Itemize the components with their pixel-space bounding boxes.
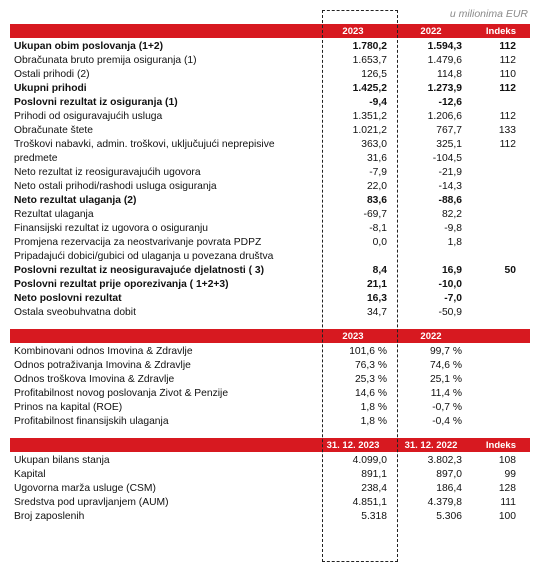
table-row (10, 305, 530, 319)
row-label: Sredstva pod upravljanjem (AUM) (14, 496, 169, 508)
value-2023: 25,3 % (354, 373, 387, 385)
table-row (10, 372, 530, 386)
row-label: Pripadajući dobici/gubici od ulaganja u povezana društva (14, 250, 274, 262)
header-year-2022: 2022 (420, 330, 442, 342)
value-2022: -14,3 (438, 180, 462, 192)
header-index: Indeks (485, 25, 516, 37)
value-2023: 891,1 (361, 468, 387, 480)
table-row (10, 67, 530, 81)
header-date-2022: 31. 12. 2022 (404, 439, 458, 451)
row-label: Ukupan bilans stanja (14, 454, 110, 466)
value-2023: 1.351,2 (352, 110, 387, 122)
value-2022: 897,0 (436, 468, 462, 480)
row-label: predmete (14, 152, 58, 164)
value-2022: 1.479,6 (427, 54, 462, 66)
row-label: Kapital (14, 468, 46, 480)
value-2023: 83,6 (366, 194, 387, 206)
row-label: Obračunate štete (14, 124, 93, 136)
value-2022: -7,0 (444, 292, 462, 304)
value-2022: 25,1 % (429, 373, 462, 385)
table-row (10, 509, 530, 523)
value-index: 112 (499, 54, 516, 66)
section3-rows (10, 453, 530, 523)
table-row (10, 291, 530, 305)
row-label: Neto ostali prihodi/rashodi usluga osiguranja (14, 180, 217, 192)
value-2022: -21,9 (438, 166, 462, 178)
row-label: Ugovorna marža usluge (CSM) (14, 482, 156, 494)
value-2023: 363,0 (361, 138, 387, 150)
value-2022: -12,6 (438, 96, 462, 108)
table-row (10, 151, 530, 165)
value-2022: 3.802,3 (427, 454, 462, 466)
value-2022: 1.594,3 (427, 40, 462, 52)
value-2023: 0,0 (372, 236, 387, 248)
table-row (10, 81, 530, 95)
value-2022: 1,8 (447, 236, 462, 248)
value-2023: -7,9 (369, 166, 387, 178)
value-2022: 767,7 (436, 124, 462, 136)
section1-header (10, 24, 530, 39)
table-row (10, 235, 530, 249)
value-2023: 34,7 (366, 306, 387, 318)
value-2023: 31,6 (366, 152, 387, 164)
value-index: 133 (498, 124, 516, 136)
value-2022: 74,6 % (429, 359, 462, 371)
table-row (10, 165, 530, 179)
table-row (10, 123, 530, 137)
table-row (10, 277, 530, 291)
value-2023: 5.318 (361, 510, 387, 522)
row-label: Neto poslovni rezultat (14, 292, 122, 304)
value-2023: -69,7 (363, 208, 387, 220)
value-index: 50 (504, 264, 516, 276)
value-2023: 238,4 (361, 482, 387, 494)
value-2022: 11,4 % (430, 387, 462, 399)
header-year-2023: 2023 (342, 25, 364, 37)
value-2022: 114,8 (436, 68, 462, 80)
row-label: Profitabilnost novog poslovanja Život & Penzije (14, 387, 229, 399)
table-row (10, 386, 530, 400)
row-label: Promjena rezervacija za neostvarivanje povrata PDPZ (14, 236, 262, 248)
section2-rows (10, 344, 530, 428)
row-label: Finansijski rezultat iz ugovora o osiguranju (14, 222, 209, 234)
value-index: 100 (498, 510, 516, 522)
financial-table (10, 24, 530, 523)
value-2023: -8,1 (369, 222, 387, 234)
row-label: Troškovi nabavki, admin. troškovi, uključujući neprepisive (14, 138, 275, 150)
value-2022: 4.379,8 (427, 496, 462, 508)
value-2022: 5.306 (436, 510, 462, 522)
value-2022: -88,6 (438, 194, 462, 206)
header-year-2022: 2022 (420, 25, 442, 37)
value-index: 110 (499, 68, 516, 80)
table-row (10, 400, 530, 414)
table-row (10, 137, 530, 151)
value-2023: 22,0 (366, 180, 387, 192)
row-label: Odnos troškova Imovina & Zdravlje (14, 373, 175, 385)
table-row (10, 179, 530, 193)
table-row (10, 53, 530, 67)
value-2022: -0,7 % (432, 401, 462, 413)
value-2023: 21,1 (366, 278, 387, 290)
row-label: Obračunata bruto premija osiguranja (1) (14, 54, 197, 66)
header-year-2023: 2023 (342, 330, 364, 342)
row-label: Poslovni rezultat prije oporezivanja ( 1+2+3) (14, 278, 229, 290)
row-label: Ukupni prihodi (14, 82, 87, 94)
row-label: Neto rezultat iz reosiguravajućih ugovora (14, 166, 201, 178)
table-row (10, 109, 530, 123)
value-index: 128 (498, 482, 516, 494)
table-row (10, 467, 530, 481)
table-row (10, 344, 530, 358)
value-2022: 1.273,9 (427, 82, 462, 94)
value-2023: 8,4 (372, 264, 387, 276)
table-row (10, 39, 530, 53)
value-2022: -50,9 (438, 306, 462, 318)
value-2022: 325,1 (436, 138, 462, 150)
row-label: Neto rezultat ulaganja (2) (14, 194, 137, 206)
table-row (10, 358, 530, 372)
value-2023: 1.653,7 (352, 54, 387, 66)
value-2023: 4.851,1 (352, 496, 387, 508)
row-label: Ostala sveobuhvatna dobit (14, 306, 136, 318)
row-label: Prinos na kapital (ROE) (14, 401, 123, 413)
value-index: 112 (499, 40, 516, 52)
value-2023: 76,3 % (354, 359, 387, 371)
row-label: Kombinovani odnos Imovina & Zdravlje (14, 345, 193, 357)
unit-label: u milionima EUR (449, 8, 528, 20)
value-2023: 16,3 (366, 292, 387, 304)
row-label: Profitabilnost finansijskih ulaganja (14, 415, 169, 427)
value-index: 112 (499, 138, 516, 150)
table-row (10, 207, 530, 221)
section3-header (10, 438, 530, 453)
table-row (10, 453, 530, 467)
value-index: 112 (499, 82, 516, 94)
value-2023: 126,5 (361, 68, 387, 80)
value-2023: 4.099,0 (352, 454, 387, 466)
table-row (10, 249, 530, 263)
row-label: Prihodi od osiguravajućih usluga (14, 110, 163, 122)
value-2022: -0,4 % (432, 415, 462, 427)
table-row (10, 481, 530, 495)
value-index: 108 (498, 454, 516, 466)
table-row (10, 414, 530, 428)
value-2023: 101,6 % (349, 345, 387, 357)
value-2023: -9,4 (369, 96, 387, 108)
table-row (10, 95, 530, 109)
value-2023: 1.780,2 (352, 40, 387, 52)
value-2022: 186,4 (436, 482, 462, 494)
row-label: Rezultat ulaganja (14, 208, 94, 220)
value-index: 111 (500, 496, 516, 508)
value-index: 99 (504, 468, 516, 480)
value-2023: 14,6 % (354, 387, 387, 399)
value-2023: 1.425,2 (352, 82, 387, 94)
table-row (10, 221, 530, 235)
value-2022: 82,2 (441, 208, 462, 220)
row-label: Poslovni rezultat iz osiguranja (1) (14, 96, 178, 108)
section1-rows (10, 39, 530, 319)
row-label: Ostali prihodi (2) (14, 68, 90, 80)
row-label: Ukupan obim poslovanja (1+2) (14, 40, 164, 52)
table-row (10, 495, 530, 509)
row-label: Poslovni rezultat iz neosiguravajuće djelatnosti ( 3) (14, 264, 265, 276)
row-label: Odnos potraživanja Imovina & Zdravlje (14, 359, 191, 371)
value-2023: 1.021,2 (352, 124, 387, 136)
value-2022: 1.206,6 (427, 110, 462, 122)
value-2022: 99,7 % (429, 345, 462, 357)
value-index: 112 (499, 110, 516, 122)
value-2023: 1,8 % (360, 415, 387, 427)
value-2022: -9,8 (444, 222, 462, 234)
header-index: Indeks (485, 439, 516, 451)
value-2022: 16,9 (441, 264, 462, 276)
value-2023: 1,8 % (360, 401, 387, 413)
table-row (10, 263, 530, 277)
row-label: Broj zaposlenih (14, 510, 85, 522)
value-2022: -104,5 (432, 152, 462, 164)
header-date-2023: 31. 12. 2023 (326, 439, 380, 451)
section2-header (10, 329, 530, 344)
table-row (10, 193, 530, 207)
value-2022: -10,0 (438, 278, 462, 290)
